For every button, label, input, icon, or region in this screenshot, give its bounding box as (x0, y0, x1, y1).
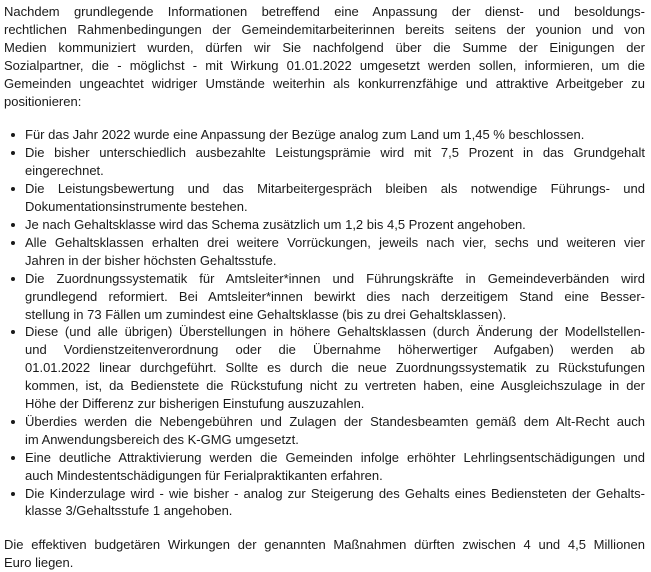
intro-text-line: Gemeinden ungeachtet widriger Umstände weiterhin als konkurrenzfähige und attraktive Arbeitgeber zu (4, 75, 645, 91)
intro-text-line: Sozialpartner, die - möglichst - mit Wirkung 01.01.2022 umgesetzt werden sollen, informieren, um die (4, 57, 645, 73)
bullet-list (4, 126, 645, 520)
bullet-item (4, 323, 645, 413)
bullet-text-line: Höhe der Differenz zur bisherigen Einstufung auszuzahlen. (25, 396, 365, 412)
bullet-dot-icon (11, 241, 15, 245)
bullet-item (4, 449, 645, 485)
bullet-dot-icon (11, 420, 15, 424)
bullet-text-line: Die Zuordnungssystematik für Amtsleiter*innen und Führungskräfte in Gemeindeverbänden wird (25, 270, 645, 286)
bullet-item (4, 234, 645, 270)
intro-text-line: Medien kommuniziert wurden, dürfen wir Sie nachfolgend über die Summe der Einigungen der (4, 39, 645, 55)
intro-text-line: rechtlichen Rahmenbedingungen der Gemeindemitarbeiterinnen bereits seitens der younion und von (4, 21, 645, 37)
bullet-text-line: stellung in 73 Fällen um zumindest eine Gehaltsklasse (bis zu drei Gehaltsklassen). (25, 306, 507, 322)
closing-paragraph (4, 536, 645, 572)
bullet-item (4, 144, 645, 180)
bullet-dot-icon (11, 223, 15, 227)
bullet-text-line: kommen, ist, da Bedienstete die Rückstufung nicht zu vertreten haben, eine Ausgleichszulage in der (25, 378, 645, 394)
bullet-text-line: und Vordienstzeitenverordnung oder die Übernahme höherwertiger Aufgaben) werden ab (25, 342, 645, 358)
bullet-dot-icon (11, 133, 15, 137)
bullet-text-line: Die Kinderzulage wird - wie bisher - analog zur Steigerung des Gehalts eines Bediensteten der Gehalts- (25, 485, 645, 501)
bullet-text-line: Jahren in der bisher höchsten Gehaltsstufe. (25, 252, 277, 268)
bullet-item (4, 216, 645, 234)
bullet-text-line: Diese (und alle übrigen) Überstellungen in höhere Gehaltsklassen (durch Änderung der Modellstellen- (25, 324, 645, 340)
bullet-dot-icon (11, 492, 15, 496)
bullet-item (4, 413, 645, 449)
bullet-text-line: eingerechnet. (25, 163, 104, 179)
intro-text-line: Nachdem grundlegende Informationen betreffend eine Anpassung der dienst- und besoldungs- (4, 4, 645, 19)
bullet-text-line: klasse 3/Gehaltsstufe 1 angehoben. (25, 503, 233, 519)
bullet-text-line: Je nach Gehaltsklasse wird das Schema zusätzlich um 1,2 bis 4,5 Prozent angehoben. (25, 216, 526, 232)
bullet-dot-icon (11, 151, 15, 155)
bullet-dot-icon (11, 456, 15, 460)
bullet-dot-icon (11, 330, 15, 334)
bullet-text-line: 01.01.2022 linear durchgeführt. Sollte es durch die neue Zuordnungssystematik zu Rückstufungen (25, 360, 645, 376)
bullet-item (4, 180, 645, 216)
bullet-item (4, 270, 645, 324)
closing-text-line: Die effektiven budgetären Wirkungen der genannten Maßnahmen dürften zwischen 4 und 4,5 Millionen (4, 537, 645, 553)
bullet-text-line: Eine deutliche Attraktivierung werden die Gemeinden infolge erhöhter Lehrlingsentschädigungen und (25, 449, 645, 465)
bullet-text-line: Die bisher unterschiedlich ausbezahlte Leistungsprämie wird mit 7,5 Prozent in das Grundgehalt (25, 145, 645, 161)
bullet-text-line: Überdies werden die Nebengebühren und Zulagen der Standesbeamten gemäß dem Alt-Recht auch (25, 413, 645, 429)
bullet-text-line: Für das Jahr 2022 wurde eine Anpassung der Bezüge analog zum Land um 1,45 % beschlossen. (25, 127, 585, 143)
bullet-text-line: Dokumentationsinstrumente bestehen. (25, 199, 248, 215)
bullet-text-line: im Anwendungsbereich des K-GMG umgesetzt. (25, 431, 299, 447)
intro-paragraph (4, 3, 645, 110)
bullet-text-line: Die Leistungsbewertung und das Mitarbeitergespräch bleiben als notwendige Führungs- und (25, 181, 645, 197)
bullet-dot-icon (11, 187, 15, 191)
intro-text-line: positionieren: (4, 93, 82, 109)
bullet-item (4, 126, 645, 144)
bullet-text-line: Alle Gehaltsklassen erhalten drei weitere Vorrückungen, jeweils nach vier, sechs und weiteren vier (25, 234, 645, 250)
bullet-dot-icon (11, 277, 15, 281)
bullet-item (4, 485, 645, 521)
bullet-text-line: grundlegend reformiert. Bei Amtsleiter*innen bewirkt dies nach derzeitigem Stand eine Besser- (25, 288, 645, 304)
bullet-text-line: auch Mindestentschädigungen für Ferialpraktikanten erfahren. (25, 467, 383, 483)
closing-text-line: Euro liegen. (4, 555, 74, 571)
